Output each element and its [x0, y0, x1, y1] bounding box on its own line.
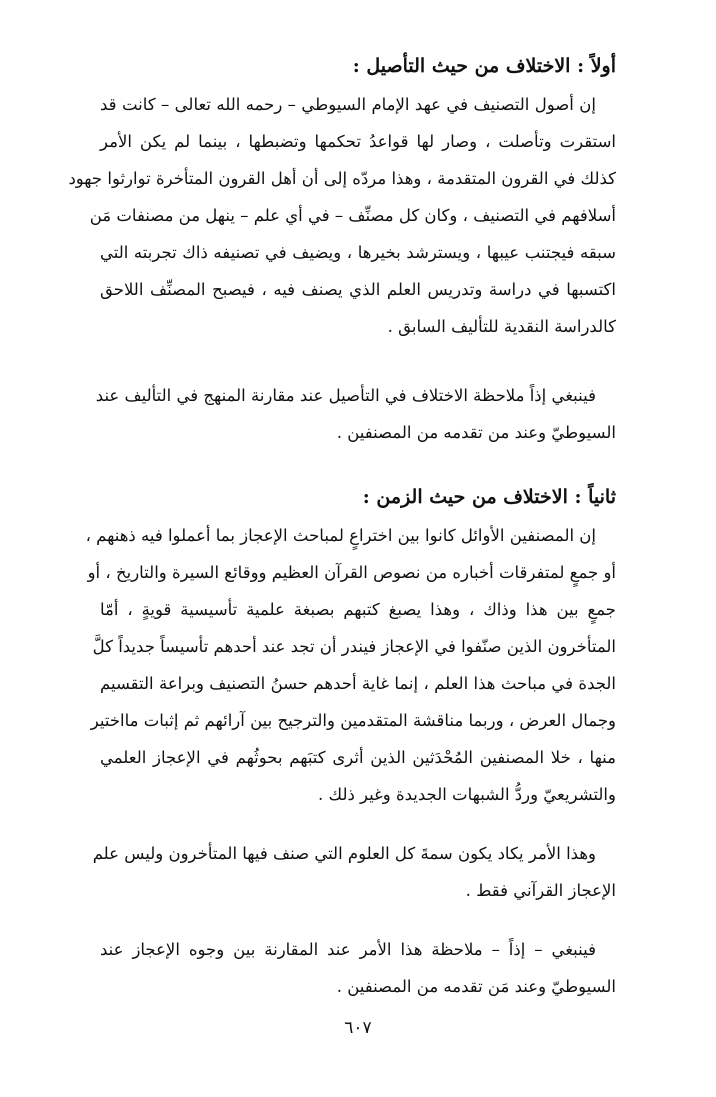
page-number: ٦٠٧: [344, 1018, 372, 1038]
text-line: المتأخرون الذين صنّفوا في الإعجاز فيندر أن تجد عند أحدهم تأسيساً جديداً كلَّ: [92, 637, 616, 656]
text-line: أسلافهم في التصنيف ، وكان كل مصنِّف – في أي علم – ينهل من مصنفات مَن: [89, 206, 616, 225]
text-line: السيوطيّ وعند مَن تقدمه من المصنفين .: [336, 977, 616, 996]
text-line: إن المصنفين الأوائل كانوا بين اختراعٍ لمباحث الإعجاز بما أعملوا فيه ذهنهم ،: [85, 526, 596, 545]
text-line: أو جمعٍ لمتفرقات أخباره من نصوص القرآن العظيم ووقائع السيرة والتاريخ ، أو: [87, 563, 616, 582]
text-line: إن أصول التصنيف في عهد الإمام السيوطي – رحمه الله تعالى – كانت قد: [100, 95, 596, 114]
text-line: الإعجاز القرآني فقط .: [465, 881, 616, 900]
section-heading-rooting: أولاً : الاختلاف من حيث التأصيل :: [352, 55, 616, 77]
text-line: الجدة في مباحث هذا العلم ، إنما غاية أحدهم حسنُ التصنيف وبراعة التقسيم: [100, 674, 616, 693]
paragraph-rooting-body: [68, 86, 616, 345]
text-line: وهذا الأمر يكاد يكون سمةَ كل العلوم التي صنف فيها المتأخرون وليس علم: [92, 844, 596, 863]
text-line: فينبغي – إذاً – ملاحظة هذا الأمر عند المقارنة بين وجوه الإعجاز عند: [100, 940, 596, 959]
text-line: والتشريعيّ وردُّ الشبهات الجديدة وغير ذلك .: [318, 785, 616, 804]
text-line: كذلك في القرون المتقدمة ، وهذا مردّه إلى أن أهل القرون المتأخرة توارثوا جهود: [68, 169, 616, 188]
text-line: اكتسبها في دراسة وتدريس العلم الذي يصنف فيه ، فيصبح المصنِّف اللاحق: [100, 280, 616, 299]
paragraph-rooting-conclusion: [95, 377, 616, 451]
text-line: استقرت وتأصلت ، وصار لها قواعدُ تحكمها وتضبطها ، بينما لم يكن الأمر: [100, 132, 616, 151]
paragraph-time-general: [92, 835, 616, 909]
section-heading-time: ثانياً : الاختلاف من حيث الزمن :: [362, 486, 616, 508]
text-line: فينبغي إذاً ملاحظة الاختلاف في التأصيل عند مقارنة المنهج في التأليف عند: [95, 386, 596, 405]
text-line: السيوطيّ وعند من تقدمه من المصنفين .: [336, 423, 616, 442]
paragraph-time-body: [85, 517, 616, 813]
text-line: جمعٍ بين هذا وذاك ، وهذا يصبغ كتبهم بصبغة علمية تأسيسية قويةٍ ، أمّا: [100, 600, 616, 619]
paragraph-time-conclusion: [100, 931, 616, 1005]
text-line: كالدراسة النقدية للتأليف السابق .: [387, 317, 616, 336]
text-line: سبقه فيجتنب عيبها ، ويسترشد بخيرها ، ويضيف في تصنيفه ذاك تجربته التي: [100, 243, 616, 262]
text-line: وجمال العرض ، وربما مناقشة المتقدمين والترجيح بين آرائهم ثم إثبات مااختير: [90, 711, 616, 730]
text-line: منها ، خلا المصنفين المُحْدَثين الذين أثرى كتبَهم بحوثُهم في الإعجاز العلمي: [100, 748, 616, 767]
